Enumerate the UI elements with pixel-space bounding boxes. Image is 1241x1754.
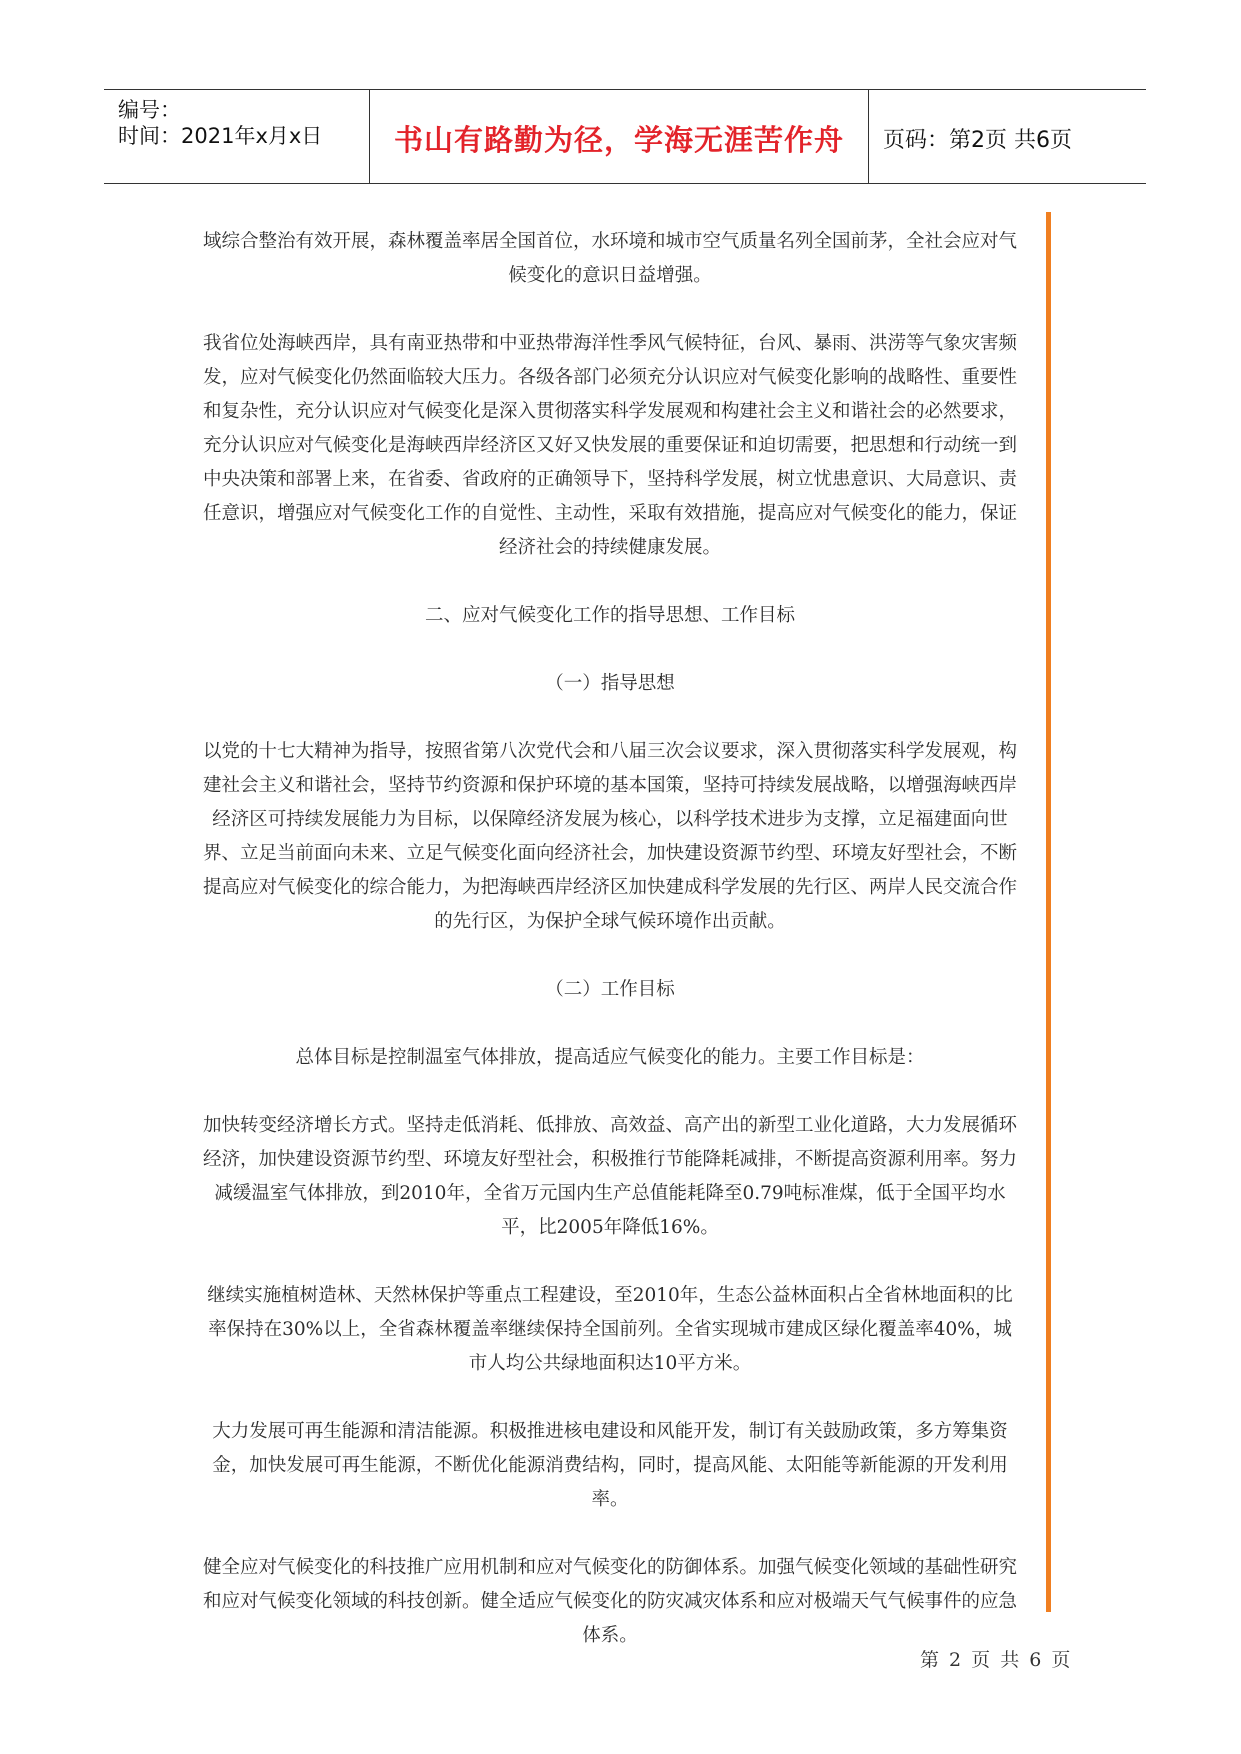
document-time-label: 时间：2021年x月x日 [118, 124, 323, 148]
header-page-number: 页码：第2页 共6页 [883, 128, 1072, 153]
subsection-heading: （一）指导思想 [545, 673, 675, 694]
section-heading: 二、应对气候变化工作的指导思想、工作目标 [424, 605, 795, 626]
subsection-heading: （二）工作目标 [545, 979, 675, 1000]
body-paragraph: 加快转变经济增长方式。坚持走低消耗、低排放、高效益、高产出的新型工业化道路，大力发展循环经济，加快建设资源节约型、环境友好型社会，积极推行节能降耗减排，不断提高资源利用率。努力减缓温室气体排放，到2010年，全省万元国内生产总值能耗降至0.79吨标准煤，低于全国平均水平，比2005年降低16%。 [202, 1115, 1017, 1238]
body-paragraph: 健全应对气候变化的科技推广应用机制和应对气候变化的防御体系。加强气候变化领域的基础性研究和应对气候变化领域的科技创新。健全适应气候变化的防灾减灾体系和应对极端天气气候事件的应急体系。 [202, 1557, 1017, 1646]
header-meta-cell [104, 90, 370, 183]
motto-text: 书山有路勤为径，学海无涯苦作舟 [393, 123, 844, 157]
page-footer: 第 2 页 共 6 页 [920, 1649, 1073, 1671]
header-page-cell [869, 90, 1146, 183]
accent-bar [1046, 212, 1051, 1612]
document-body [200, 225, 1020, 1687]
page-header [104, 89, 1146, 184]
header-motto-cell [370, 90, 869, 183]
body-paragraph: 总体目标是控制温室气体排放，提高适应气候变化的能力。主要工作目标是： [295, 1047, 925, 1068]
body-paragraph: 以党的十七大精神为指导，按照省第八次党代会和八届三次会议要求，深入贯彻落实科学发展观，构建社会主义和谐社会，坚持节约资源和保护环境的基本国策，坚持可持续发展战略，以增强海峡西岸经济区可持续发展能力为目标，以保障经济发展为核心，以科学技术进步为支撑，立足福建面向世界、立足当前面向未来、立足气候变化面向经济社会，加快建设资源节约型、环境友好型社会，不断提高应对气候变化的综合能力，为把海峡西岸经济区加快建成科学发展的先行区、两岸人民交流合作的先行区，为保护全球气候环境作出贡献。 [202, 741, 1017, 932]
body-paragraph: 继续实施植树造林、天然林保护等重点工程建设，至2010年，生态公益林面积占全省林地面积的比率保持在30%以上，全省森林覆盖率继续保持全国前列。全省实现城市建成区绿化覆盖率40%，城市人均公共绿地面积达10平方米。 [207, 1285, 1013, 1374]
body-paragraph: 大力发展可再生能源和清洁能源。积极推进核电建设和风能开发，制订有关鼓励政策，多方筹集资金，加快发展可再生能源，不断优化能源消费结构，同时，提高风能、太阳能等新能源的开发利用率。 [212, 1421, 1008, 1510]
body-paragraph: 域综合整治有效开展，森林覆盖率居全国首位，水环境和城市空气质量名列全国前茅，全社会应对气候变化的意识日益增强。 [202, 231, 1017, 286]
body-paragraph: 我省位处海峡西岸，具有南亚热带和中亚热带海洋性季风气候特征，台风、暴雨、洪涝等气象灾害频发，应对气候变化仍然面临较大压力。各级各部门必须充分认识应对气候变化影响的战略性、重要性和复杂性，充分认识应对气候变化是深入贯彻落实科学发展观和构建社会主义和谐社会的必然要求，充分认识应对气候变化是海峡西岸经济区又好又快发展的重要保证和迫切需要，把思想和行动统一到中央决策和部署上来，在省委、省政府的正确领导下，坚持科学发展，树立忧患意识、大局意识、责任意识，增强应对气候变化工作的自觉性、主动性，采取有效措施，提高应对气候变化的能力，保证经济社会的持续健康发展。 [202, 333, 1017, 558]
document-number-label: 编号： [118, 98, 181, 122]
